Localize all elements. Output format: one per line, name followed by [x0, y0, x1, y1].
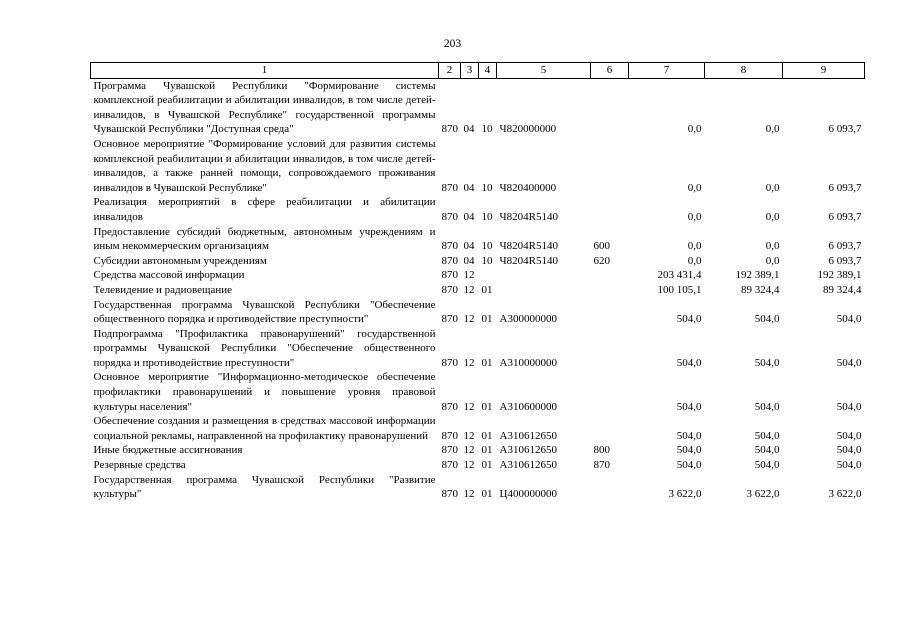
row-amount-1: 504,0: [676, 429, 702, 442]
table-row: [91, 195, 865, 224]
row-grbs: 870: [441, 269, 458, 282]
table-row: [91, 268, 865, 283]
row-target-article: [497, 268, 591, 283]
row-subsection: 01: [481, 459, 493, 472]
row-subsection: 01: [481, 444, 493, 457]
row-section: 04: [463, 123, 475, 136]
row-subsection: 01: [481, 400, 493, 413]
row-section: 04: [463, 181, 475, 194]
row-subsection: 10: [481, 240, 493, 253]
row-grbs: 870: [441, 181, 458, 194]
row-amount-3: 3 622,0: [828, 488, 862, 501]
row-name: Основное мероприятие "Формирование условий для развития системы комплексной реабилитации и абилитации инвалидов, в том числе детей-инвалидов, а также ранней помощи, сопровождаемого проживания инвалидов в Чувашской Республике": [93, 137, 436, 194]
row-amount-2: 0,0: [765, 254, 780, 267]
row-amount-2: 504,0: [754, 444, 780, 457]
page-number: 203: [443, 38, 462, 50]
header-cell: 7: [629, 63, 705, 79]
row-name: Телевидение и радиовещание: [93, 283, 233, 296]
row-amount-3: 504,0: [836, 444, 862, 457]
row-expense-type: [591, 268, 629, 283]
row-section: 12: [463, 444, 475, 457]
row-amount-2: 3 622,0: [746, 488, 780, 501]
table-row: [91, 137, 865, 195]
row-grbs: 870: [441, 313, 458, 326]
header-cell: 5: [497, 63, 591, 79]
header-cell: 8: [705, 63, 783, 79]
row-subsection: 10: [481, 254, 493, 267]
row-grbs: 870: [441, 283, 458, 296]
row-grbs: 870: [441, 356, 458, 369]
row-amount-2: 0,0: [765, 123, 780, 136]
header-cell: 4: [479, 63, 497, 79]
header-row: [91, 63, 865, 79]
row-amount-2: 504,0: [754, 459, 780, 472]
row-amount-3: 504,0: [836, 356, 862, 369]
row-name: Государственная программа Чувашской Республики "Развитие культуры": [93, 473, 436, 501]
row-target-article: Ч8204R5140: [499, 210, 558, 223]
row-section: 12: [463, 313, 475, 326]
header-cell: 6: [591, 63, 629, 79]
row-amount-3: 504,0: [836, 400, 862, 413]
row-amount-2: 89 324,4: [741, 283, 780, 296]
table-row: [91, 473, 865, 502]
row-name: Обеспечение создания и размещения в средствах массовой информации социальной рекламы, направленной на профилактику правонарушений: [93, 415, 436, 442]
row-expense-type: 800: [593, 444, 610, 457]
row-amount-3: 192 389,1: [817, 269, 862, 282]
row-section: 12: [463, 356, 475, 369]
row-expense-type: [591, 327, 629, 371]
row-section: 12: [463, 459, 475, 472]
row-amount-1: 504,0: [676, 444, 702, 457]
row-amount-2: 504,0: [754, 429, 780, 442]
row-grbs: 870: [441, 488, 458, 501]
row-grbs: 870: [441, 429, 458, 442]
row-amount-3: 504,0: [836, 459, 862, 472]
row-amount-1: 504,0: [676, 313, 702, 326]
row-target-article: Ч820000000: [499, 123, 557, 136]
row-amount-1: 0,0: [687, 210, 702, 223]
row-grbs: 870: [441, 210, 458, 223]
row-grbs: 870: [441, 444, 458, 457]
row-amount-3: 6 093,7: [828, 210, 862, 223]
row-target-article: А310600000: [499, 400, 557, 413]
row-expense-type: 620: [593, 254, 610, 267]
table-row: [91, 458, 865, 473]
row-subsection: 01: [481, 488, 493, 501]
row-grbs: 870: [441, 459, 458, 472]
table-row: [91, 254, 865, 269]
row-amount-1: 0,0: [687, 254, 702, 267]
row-name: Программа Чувашской Республики "Формирование системы комплексной реабилитации и абилитации инвалидов, в том числе детей-инвалидов, в Чувашской Республике" государственной программы Чувашской Республики "Доступная среда": [93, 79, 436, 136]
row-expense-type: [591, 78, 629, 137]
row-subsection: 01: [481, 429, 493, 442]
row-grbs: 870: [441, 123, 458, 136]
row-amount-2: 0,0: [765, 210, 780, 223]
row-grbs: 870: [441, 400, 458, 413]
table-row: [91, 298, 865, 327]
row-amount-2: 192 389,1: [735, 269, 780, 282]
row-subsection: 10: [481, 210, 493, 223]
row-section: 04: [463, 254, 475, 267]
row-subsection: 01: [481, 283, 493, 296]
row-amount-1: 0,0: [687, 123, 702, 136]
row-amount-1: 203 431,4: [657, 269, 702, 282]
row-expense-type: 600: [593, 240, 610, 253]
row-target-article: А310612650: [499, 444, 557, 457]
row-amount-2: 504,0: [754, 356, 780, 369]
row-expense-type: [591, 473, 629, 502]
row-amount-3: 504,0: [836, 429, 862, 442]
row-amount-2: 504,0: [754, 400, 780, 413]
row-expense-type: 870: [593, 459, 610, 472]
row-section: 12: [463, 488, 475, 501]
row-expense-type: [591, 298, 629, 327]
row-amount-1: 504,0: [676, 400, 702, 413]
row-section: 12: [463, 400, 475, 413]
row-amount-3: 6 093,7: [828, 181, 862, 194]
row-name: Подпрограмма "Профилактика правонарушений" государственной программы Чувашской Республики "Обеспечение общественного порядка и противодействие преступности": [93, 327, 436, 369]
row-amount-3: 6 093,7: [828, 123, 862, 136]
row-amount-1: 100 105,1: [657, 283, 702, 296]
row-amount-1: 0,0: [687, 181, 702, 194]
row-name: Основное мероприятие "Информационно-методическое обеспечение профилактики правонарушений и повышение уровня правовой культуры населения": [93, 371, 436, 413]
row-amount-2: 0,0: [765, 181, 780, 194]
header-cell: 9: [783, 63, 865, 79]
row-target-article: Ц400000000: [499, 488, 557, 501]
row-subsection: 10: [481, 181, 493, 194]
row-amount-3: 89 324,4: [823, 283, 862, 296]
row-subsection: [479, 268, 497, 283]
row-name: Субсидии автономным учреждениям: [93, 254, 267, 267]
table-row: [91, 225, 865, 254]
row-subsection: 10: [481, 123, 493, 136]
row-target-article: А310612650: [499, 459, 557, 472]
row-name: Резервные средства: [93, 459, 186, 472]
row-grbs: 870: [441, 254, 458, 267]
table-row: [91, 327, 865, 371]
row-expense-type: [591, 137, 629, 195]
row-name: Предоставление субсидий бюджетным, автономным учреждениям и иным некоммерческим организациям: [93, 225, 436, 253]
row-amount-2: 504,0: [754, 313, 780, 326]
row-grbs: 870: [441, 240, 458, 253]
row-section: 12: [463, 283, 475, 296]
budget-table: [90, 62, 865, 502]
row-subsection: 01: [481, 356, 493, 369]
row-expense-type: [591, 283, 629, 298]
row-name: Реализация мероприятий в сфере реабилитации и абилитации инвалидов: [93, 196, 436, 223]
row-expense-type: [591, 195, 629, 224]
table-row: [91, 414, 865, 443]
row-amount-1: 3 622,0: [668, 488, 702, 501]
row-target-article: Ч8204R5140: [499, 254, 558, 267]
row-section: 04: [463, 240, 475, 253]
row-amount-1: 504,0: [676, 459, 702, 472]
row-amount-1: 504,0: [676, 356, 702, 369]
header-cell: 1: [91, 63, 439, 79]
row-amount-3: 6 093,7: [828, 240, 862, 253]
row-name: Государственная программа Чувашской Республики "Обеспечение общественного порядка и противодействие преступности": [93, 298, 436, 326]
row-amount-3: 504,0: [836, 313, 862, 326]
row-expense-type: [591, 414, 629, 443]
row-expense-type: [591, 370, 629, 414]
row-target-article: А300000000: [499, 313, 557, 326]
row-section: 04: [463, 210, 475, 223]
header-cell: 2: [439, 63, 461, 79]
row-target-article: [497, 283, 591, 298]
row-amount-3: 6 093,7: [828, 254, 862, 267]
table-row: [91, 443, 865, 458]
header-cell: 3: [461, 63, 479, 79]
row-section: 12: [463, 429, 475, 442]
row-target-article: Ч820400000: [499, 181, 557, 194]
row-name: Иные бюджетные ассигнования: [93, 444, 243, 457]
row-amount-1: 0,0: [687, 240, 702, 253]
row-section: 12: [463, 269, 475, 282]
table-row: [91, 370, 865, 414]
row-target-article: А310612650: [499, 429, 557, 442]
row-name: Средства массовой информации: [93, 269, 245, 282]
table-row: [91, 283, 865, 298]
table-row: [91, 78, 865, 137]
row-target-article: Ч8204R5140: [499, 240, 558, 253]
row-amount-2: 0,0: [765, 240, 780, 253]
row-target-article: А310000000: [499, 356, 557, 369]
row-subsection: 01: [481, 313, 493, 326]
